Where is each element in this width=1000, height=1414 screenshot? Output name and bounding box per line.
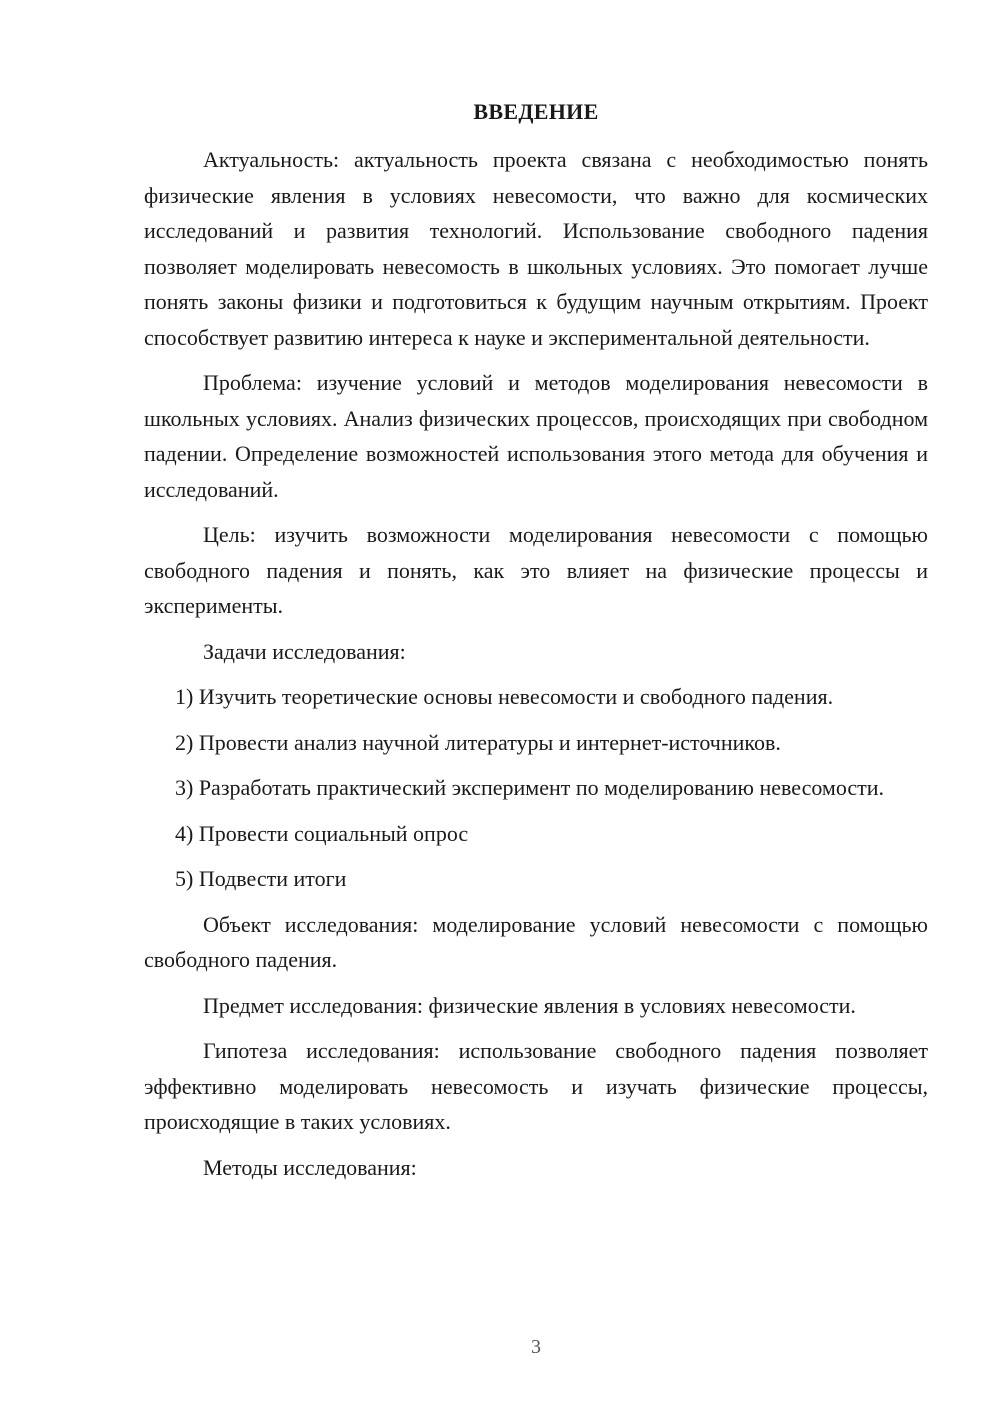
paragraph-subject: Предмет исследования: физические явления в условиях невесомости. — [203, 992, 856, 1018]
task-item-5: 5) Подвести итоги — [175, 866, 347, 891]
task-item-2: 2) Провести анализ научной литературы и интернет-источников. — [175, 729, 781, 755]
task-item-4: 4) Провести социальный опрос — [175, 820, 469, 846]
paragraph-hypothesis: Гипотеза исследования: использование свободного падения позволяет эффективно моделировать невесомость и изучать физические процессы, происходящие в таких условиях. — [144, 1038, 928, 1134]
document-body — [144, 142, 928, 1195]
paragraph-methods: Методы исследования: — [203, 1154, 417, 1180]
paragraph-relevance: Актуальность: актуальность проекта связана с необходимостью понять физические явления в условиях невесомости, что важно для космических исследований и развития технологий. Использование свободного падения позволяет моделировать невесомость в школьных условиях. Это помогает лучше понять законы физики и подготовиться к будущим научным открытиям. Проект способствует развитию интереса к науке и экспериментальной деятельности. — [144, 147, 928, 350]
page-number: 3 — [531, 1336, 541, 1358]
paragraph-object: Объект исследования: моделирование условий невесомости с помощью свободного падения. — [144, 911, 928, 972]
task-item-1: 1) Изучить теоретические основы невесомости и свободного падения. — [175, 684, 834, 709]
paragraph-goal: Цель: изучить возможности моделирования невесомости с помощью свободного падения и понять, как это влияет на физические процессы и эксперименты. — [144, 522, 928, 618]
section-heading: ВВЕДЕНИЕ — [473, 99, 599, 124]
paragraph-problem: Проблема: изучение условий и методов моделирования невесомости в школьных условиях. Анализ физических процессов, происходящих при свободном падении. Определение возможностей использования этого метода для обучения и исследований. — [144, 370, 928, 502]
paragraph-tasks-heading: Задачи исследования: — [203, 638, 406, 664]
task-item-3: 3) Разработать практический эксперимент по моделированию невесомости. — [175, 775, 885, 800]
